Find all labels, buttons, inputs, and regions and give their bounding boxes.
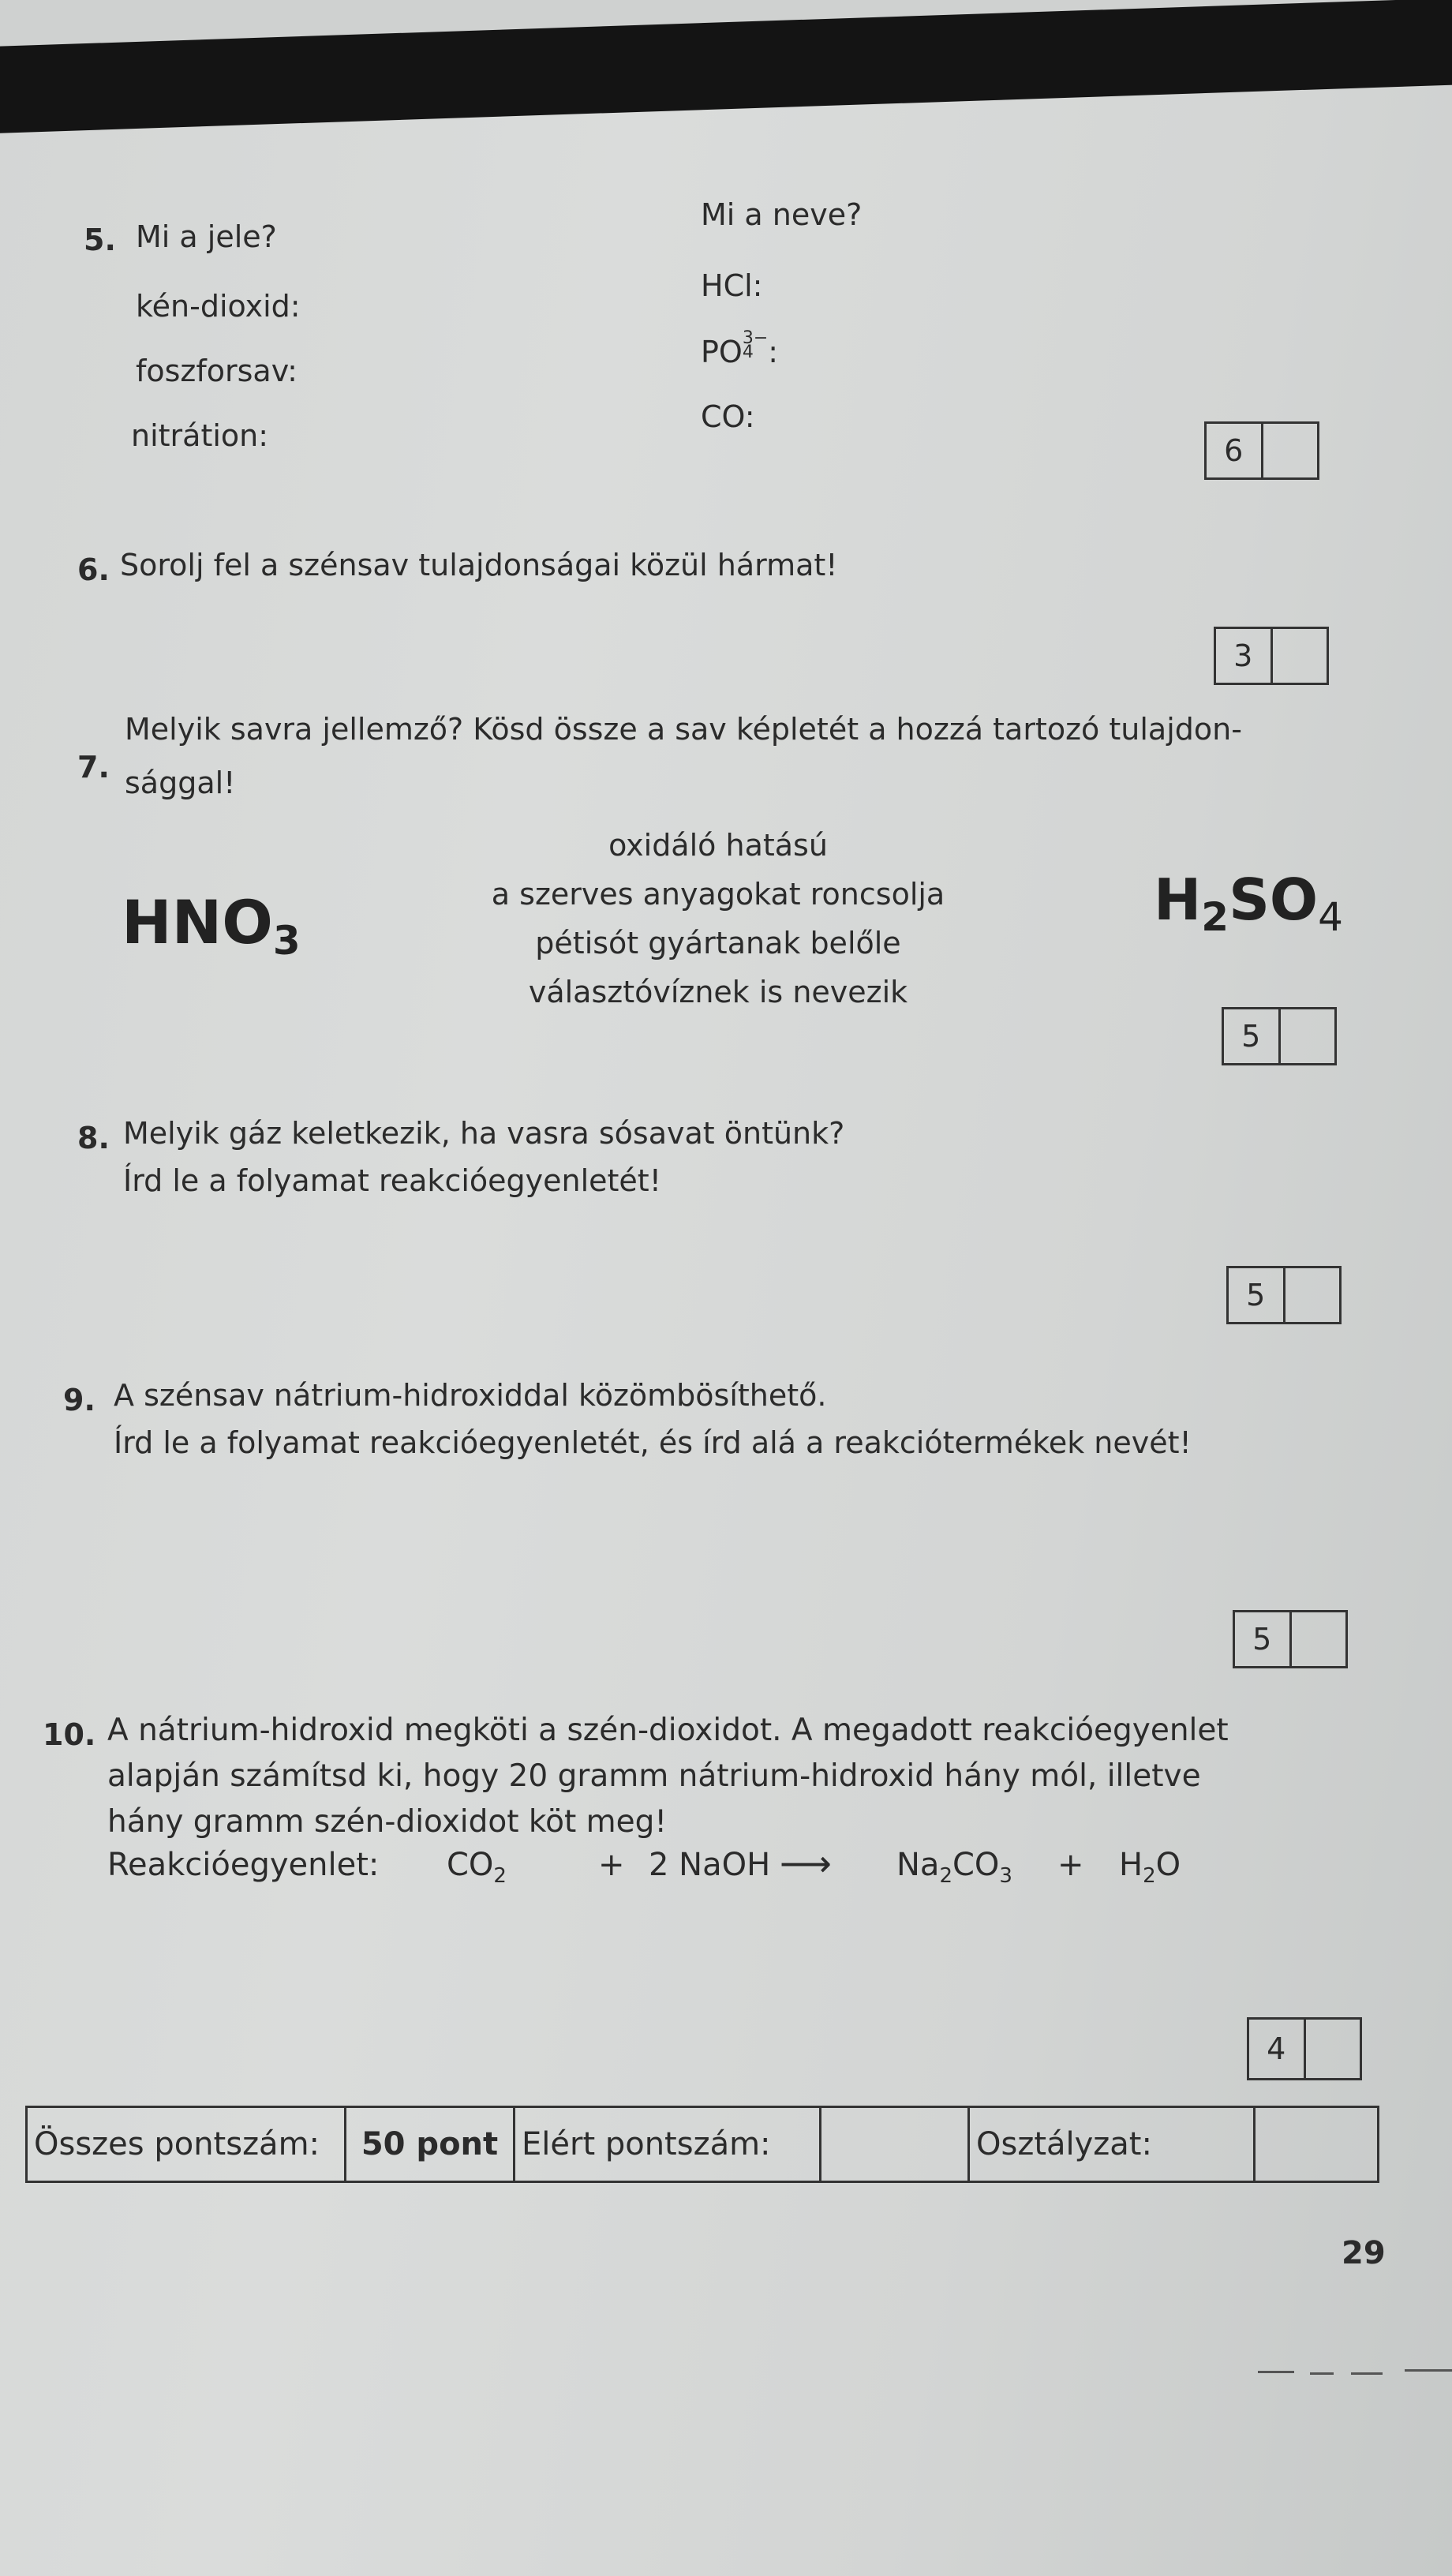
q10-line2: alapján számítsd ki, hogy 20 gramm nátrium-hidroxid hány mól, illetve <box>107 1758 1201 1794</box>
q10-line3: hány gramm szén-dioxidot köt meg! <box>107 1804 668 1840</box>
q7-score-box <box>1222 1007 1337 1065</box>
q10-equation-plus: + <box>598 1847 625 1883</box>
q5-right-title: Mi a neve? <box>701 197 863 232</box>
q6-score-box <box>1214 627 1329 685</box>
q5-left-item: nitrátion: <box>131 418 269 453</box>
q5-right-item-po4: PO3− 4 : <box>701 328 779 369</box>
q5-left-item: foszforsav: <box>136 354 298 388</box>
achieved-score-label: Elért pontszám: <box>515 2108 821 2181</box>
q5-score-box <box>1204 421 1319 480</box>
q8-line2: Írd le a folyamat reakcióegyenletét! <box>123 1163 661 1198</box>
q5-max-points: 6 <box>1207 424 1263 477</box>
q6-text: Sorolj fel a szénsav tulajdonságai közül hármat! <box>120 548 838 582</box>
q7-number: 7. <box>77 750 110 784</box>
q6-number: 6. <box>77 552 110 587</box>
q7-line2: sággal! <box>125 766 236 800</box>
grade-field[interactable] <box>1256 2108 1377 2181</box>
total-score-value: 50 pont <box>346 2108 515 2181</box>
q10-equation-product-h2o: $H_2O$ <box>1119 1847 1181 1888</box>
q10-equation-reactant-naoh: 2 NaOH <box>649 1847 771 1883</box>
q7-max-points: 5 <box>1224 1009 1281 1063</box>
q7-property-list <box>442 821 994 1017</box>
q10-number: 10. <box>43 1717 96 1752</box>
q10-line1: A nátrium-hidroxid megköti a szén-dioxidot. A megadott reakcióegyenlet <box>107 1713 1229 1748</box>
q9-line2: Írd le a folyamat reakcióegyenletét, és írd alá a reakciótermékek nevét! <box>114 1425 1192 1460</box>
q10-score-box <box>1247 2017 1362 2080</box>
decorative-dash <box>1405 2369 1452 2372</box>
q6-max-points: 3 <box>1216 629 1273 683</box>
q8-line1: Melyik gáz keletkezik, ha vasra sósavat öntünk? <box>123 1116 845 1151</box>
q8-max-points: 5 <box>1229 1268 1285 1322</box>
q6-earned-points-field[interactable] <box>1273 629 1327 683</box>
q5-number: 5. <box>84 223 116 257</box>
q5-earned-points-field[interactable] <box>1263 424 1318 477</box>
decorative-dash <box>1310 2372 1334 2375</box>
total-score-label: Összes pontszám: <box>28 2108 346 2181</box>
q9-earned-points-field[interactable] <box>1292 1612 1346 1666</box>
q9-number: 9. <box>63 1383 95 1417</box>
q7-earned-points-field[interactable] <box>1281 1009 1335 1063</box>
q10-equation-plus: + <box>1057 1847 1084 1883</box>
q10-earned-points-field[interactable] <box>1306 2020 1360 2078</box>
q10-equation-product-na2co3: $Na_2CO_3$ <box>896 1847 1012 1888</box>
q7-property[interactable]: a szerves anyagokat roncsolja <box>491 877 945 912</box>
q7-formula-h2so4[interactable]: $H_2SO_4$ <box>1154 867 1343 940</box>
q5-left-item: kén-dioxid: <box>136 289 301 324</box>
q7-property[interactable]: pétisót gyártanak belőle <box>535 926 901 960</box>
q7-line1: Melyik savra jellemző? Kösd össze a sav képletét a hozzá tartozó tulajdon- <box>125 712 1242 747</box>
q10-max-points: 4 <box>1249 2020 1306 2078</box>
q10-equation-label: Reakcióegyenlet: <box>107 1847 380 1883</box>
q7-formula-hno3[interactable]: $HNO_3$ <box>122 887 301 964</box>
q8-earned-points-field[interactable] <box>1285 1268 1340 1322</box>
grade-label: Osztályzat: <box>970 2108 1256 2181</box>
q7-property[interactable]: választóvíznek is nevezik <box>528 975 908 1009</box>
q8-number: 8. <box>77 1121 110 1155</box>
q10-equation-arrow: ⟶ <box>780 1842 832 1885</box>
q5-right-item: CO: <box>701 399 755 434</box>
q5-left-title: Mi a jele? <box>136 219 277 254</box>
q9-score-box <box>1233 1610 1348 1668</box>
q5-right-item: HCl: <box>701 268 763 303</box>
q9-line1: A szénsav nátrium-hidroxiddal közömbösíthető. <box>114 1378 827 1413</box>
q9-max-points: 5 <box>1235 1612 1292 1666</box>
decorative-dash <box>1351 2372 1383 2375</box>
q7-property[interactable]: oxidáló hatású <box>608 828 828 863</box>
q10-equation-reactant-co2: $CO_2$ <box>447 1847 507 1888</box>
achieved-score-field[interactable] <box>821 2108 970 2181</box>
q8-score-box <box>1226 1266 1342 1324</box>
page-number: 29 <box>1342 2235 1386 2271</box>
decorative-dash <box>1258 2371 1294 2373</box>
score-summary-table <box>25 2106 1379 2183</box>
